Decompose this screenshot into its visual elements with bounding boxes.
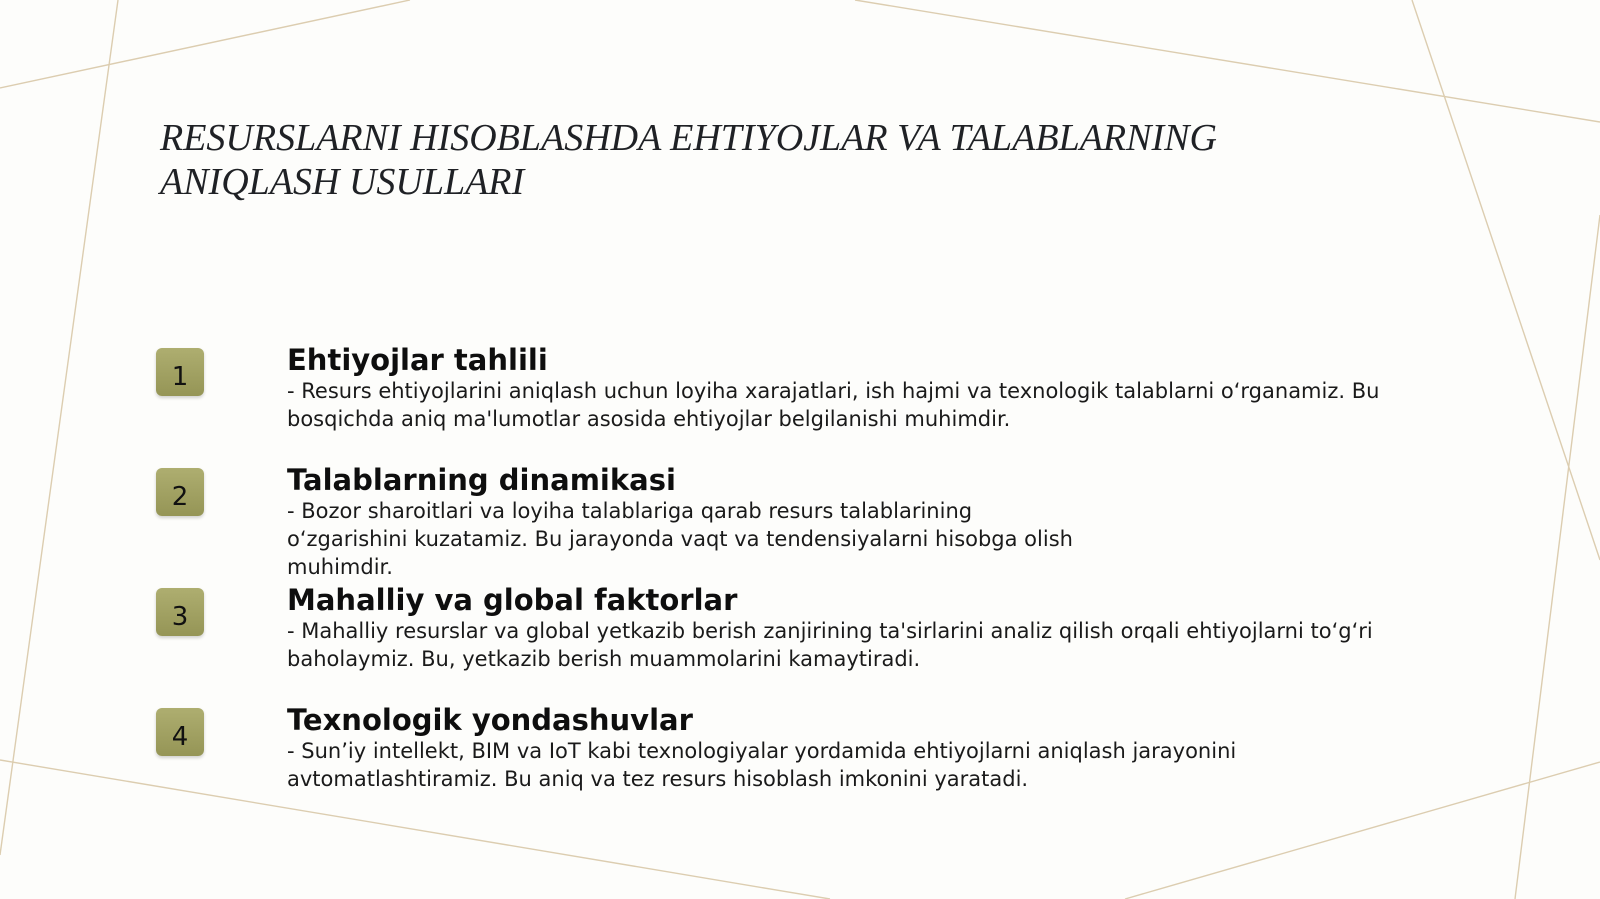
item-description: - Bozor sharoitlari va loyiha talablariga qarab resurs talablarining o‘zgarishini kuzatamiz. Bu jarayonda vaqt va tendensiyalarni hisobga olish muhimdir.: [287, 499, 1073, 579]
item-description: - Sun’iy intellekt, BIM va IoT kabi texnologiyalar yordamida ehtiyojlarni aniqlash jarayonini avtomatlashtiramiz. Bu aniq va tez resurs hisoblash imkonini yaratadi.: [287, 739, 1237, 791]
number-badge-2: 2: [156, 468, 204, 516]
list-item: [287, 343, 1437, 433]
deco-line: [0, 0, 410, 88]
list-item: [287, 583, 1437, 673]
item-heading: Ehtiyojlar tahlili: [287, 343, 548, 377]
page-title: [160, 116, 1360, 204]
deco-line: [855, 0, 1600, 122]
number-badge-3: 3: [156, 588, 204, 636]
item-heading: Texnologik yondashuvlar: [287, 703, 693, 737]
deco-line: [1515, 215, 1600, 899]
deco-line: [1412, 0, 1600, 560]
item-heading: Talablarning dinamikasi: [287, 463, 676, 497]
list-item: [287, 463, 1437, 581]
list-item: [287, 703, 1437, 793]
title-line-1: RESURSLARNI HISOBLASHDA EHTIYOJLAR VA TALABLARNING: [160, 117, 1217, 159]
item-description: - Mahalliy resurslar va global yetkazib berish zanjirining ta'sirlarini analiz qilish orqali ehtiyojlarni to‘g‘ri baholaymiz. Bu, yetkazib berish muammolarini kamaytiradi.: [287, 619, 1373, 671]
item-heading: Mahalliy va global faktorlar: [287, 583, 738, 617]
number-badge-1: 1: [156, 348, 204, 396]
number-badge-4: 4: [156, 708, 204, 756]
deco-line: [0, 0, 118, 855]
title-line-2: ANIQLASH USULLARI: [160, 161, 525, 203]
item-description: - Resurs ehtiyojlarini aniqlash uchun loyiha xarajatlari, ish hajmi va texnologik talablarni o‘rganamiz. Bu bosqichda aniq ma'lumotlar asosida ehtiyojlar belgilanishi muhimdir.: [287, 379, 1380, 431]
